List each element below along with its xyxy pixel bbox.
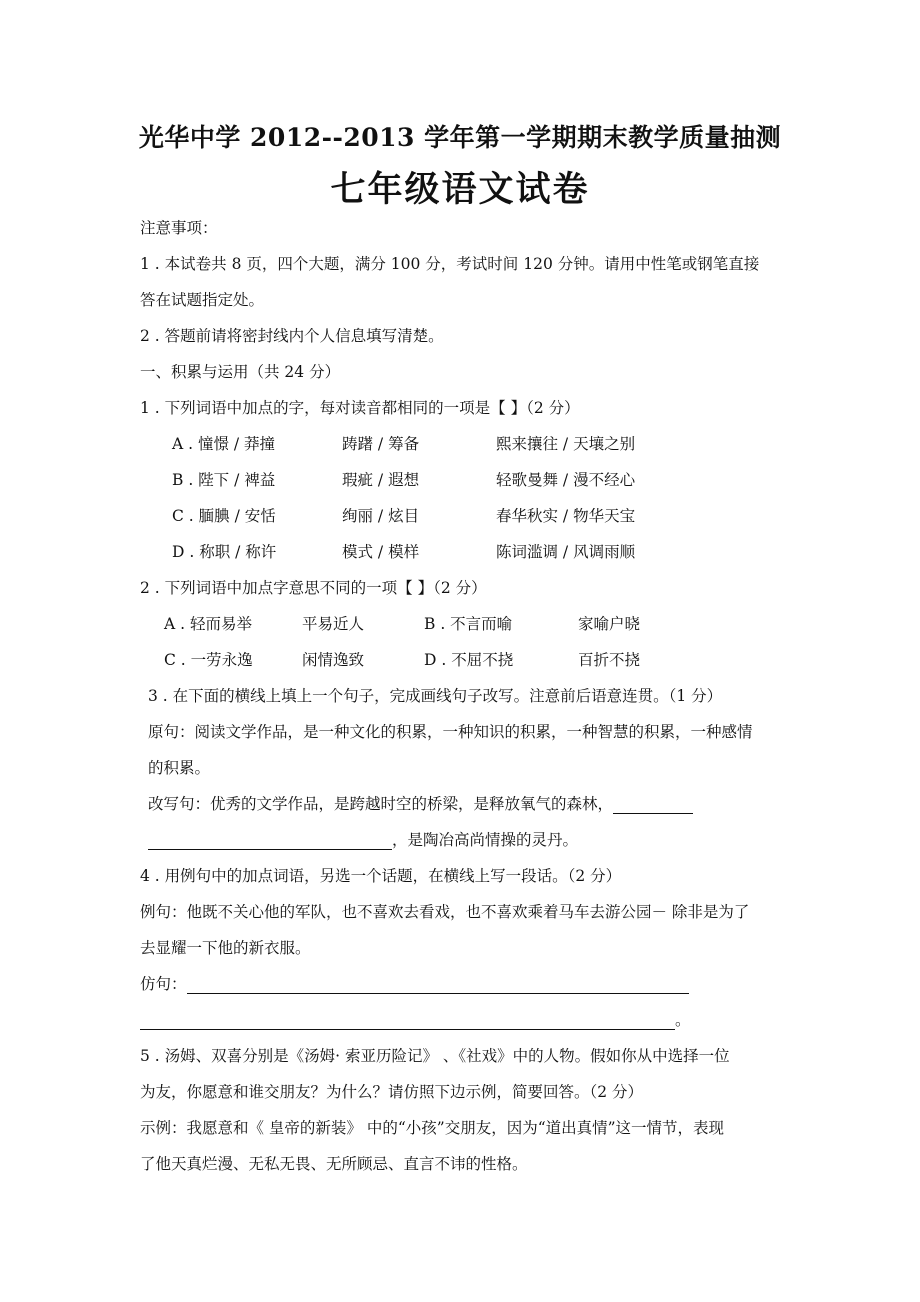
q1-option-a-col3: 熙来攘往 / 天壤之别	[496, 435, 636, 453]
q2-option-d: D . 不屈不挠	[424, 651, 514, 669]
q2-option-a: A . 轻而易举	[164, 615, 252, 633]
q3-rewrite-end: ，是陶冶高尚情操的灵丹。	[392, 831, 579, 849]
notes-item-2: 2 . 答题前请将密封线内个人信息填写清楚。	[140, 327, 444, 345]
q4-answer-blank-2[interactable]	[140, 1013, 675, 1030]
q4-imitate-line-2	[140, 1010, 691, 1030]
q4-imitate-label: 仿句：	[140, 975, 187, 993]
q4-example-line-2: 去显耀一下他的新衣服。	[140, 939, 311, 957]
q1-option-d-col2: 模式 / 模样	[342, 543, 420, 561]
q1-option-c-col2: 绚丽 / 炫目	[342, 507, 420, 525]
q3-answer-blank-1[interactable]	[613, 797, 693, 814]
q2-option-b: B . 不言而喻	[424, 615, 513, 633]
notes-item-1-line-1: 1 . 本试卷共 8 页，四个大题，满分 100 分，考试时间 120 分钟。请用中性笔或钢笔直接	[140, 255, 760, 273]
exam-paper-title: 七年级语文试卷	[330, 169, 590, 210]
school-exam-title: 光华中学 2012--2013 学年第一学期期末教学质量抽测	[138, 123, 782, 152]
q3-rewrite-text: 改写句：优秀的文学作品，是跨越时空的桥梁，是释放氧气的森林，	[148, 795, 614, 813]
q4-end-mark: 。	[675, 1011, 691, 1029]
q4-example-line-1: 例句：他既不关心他的军队，也不喜欢去看戏，也不喜欢乘着马车去游公园－ 除非是为了	[140, 903, 750, 921]
q1-option-d-col3: 陈词滥调 / 风调雨顺	[496, 543, 636, 561]
q3-original-line-1: 原句：阅读文学作品，是一种文化的积累，一种知识的积累，一种智慧的积累，一种感情	[148, 723, 753, 741]
q4-imitate-line-1	[140, 974, 689, 994]
q4-answer-blank-1[interactable]	[187, 977, 689, 994]
q2-option-d-pair: 百折不挠	[578, 651, 641, 669]
question-5-line-1: 5 . 汤姆、双喜分别是《汤姆· 索亚历险记》 、《社戏》中的人物。假如你从中选择一位	[140, 1047, 730, 1065]
q2-option-c-pair: 闲情逸致	[302, 651, 365, 669]
q1-option-a-col1: A . 憧憬 / 莽撞	[172, 435, 276, 453]
q1-option-b-col2: 瑕疵 / 遐想	[342, 471, 420, 489]
q5-example-line-1: 示例：我愿意和《 皇帝的新装》 中的“小孩”交朋友，因为“道出真情”这一情节，表现	[140, 1119, 725, 1137]
question-5-line-2: 为友，你愿意和谁交朋友？为什么？请仿照下边示例，简要回答。（2 分）	[140, 1083, 644, 1101]
q3-rewrite-line-1	[148, 794, 693, 814]
q1-option-b-col3: 轻歌曼舞 / 漫不经心	[496, 471, 636, 489]
section-1-heading: 一、积累与运用（共 24 分）	[140, 363, 341, 381]
q1-option-c-col1: C . 腼腆 / 安恬	[172, 507, 276, 525]
question-1-stem: 1 . 下列词语中加点的字，每对读音都相同的一项是【 】（2 分）	[140, 399, 580, 417]
q3-answer-blank-2[interactable]	[148, 833, 392, 850]
q1-option-c-col3: 春华秋实 / 物华天宝	[496, 507, 636, 525]
q2-option-c: C . 一劳永逸	[164, 651, 253, 669]
q1-option-a-col2: 踌躇 / 筹备	[342, 435, 420, 453]
q1-option-d-col1: D . 称职 / 称许	[172, 543, 277, 561]
q3-rewrite-line-2	[148, 830, 578, 850]
q3-original-line-2: 的积累。	[148, 759, 211, 777]
question-2-stem: 2 . 下列词语中加点字意思不同的一项【 】（2 分）	[140, 579, 487, 597]
notes-item-1-line-2: 答在试题指定处。	[140, 291, 265, 309]
q2-option-a-pair: 平易近人	[302, 615, 365, 633]
q1-option-b-col1: B . 陛下 / 裨益	[172, 471, 276, 489]
question-4-stem: 4 . 用例句中的加点词语，另选一个话题，在横线上写一段话。（2 分）	[140, 867, 622, 885]
question-3-stem: 3 . 在下面的横线上填上一个句子，完成画线句子改写。注意前后语意连贯。（1 分）	[148, 687, 723, 705]
q5-example-line-2: 了他天真烂漫、无私无畏、无所顾忌、直言不讳的性格。	[140, 1155, 528, 1173]
q2-option-b-pair: 家喻户晓	[578, 615, 641, 633]
notes-heading: 注意事项：	[140, 219, 218, 237]
